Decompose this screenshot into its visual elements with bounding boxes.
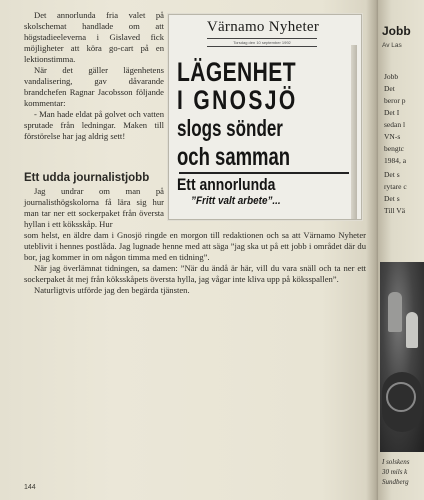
right-text-line: beror p bbox=[384, 96, 406, 105]
clipping-subhead: Ett annorlunda bbox=[177, 175, 276, 194]
clipping-headline-line: LÄGENHET bbox=[177, 57, 296, 87]
right-text-line: Till Vä bbox=[384, 206, 406, 215]
photo-caption-line: 30 mils k bbox=[382, 468, 408, 476]
paragraph: Det annorlunda fria valet på skolschemat handlade om att högstadieeleverna i Gislaved fick möjligheter att köra go-cart på en lektionstimma. bbox=[24, 10, 164, 64]
photo-figure bbox=[406, 312, 418, 348]
photo-wheel bbox=[386, 382, 416, 412]
paragraph: som helst, en äldre dam i Gnosjö ringde en morgon till redaktionen och sa att Värnamo Nyheter uteblivit i hennes postlåda. Jag lugnade henne med att säga ”jag ska ut på ett jobb i området där du bor, jag kommer in om någon timma med en tidning”. bbox=[24, 230, 366, 262]
right-page-photo bbox=[380, 262, 424, 452]
right-text-line: Jobb bbox=[384, 72, 399, 81]
clipping-rule bbox=[179, 172, 349, 174]
section-body-full bbox=[24, 230, 366, 296]
paragraph: Jag undrar om man på journalisthögskolorna få lära sig hur man tar ner ett sockerpaket från översta hyllan i ett köksskåp. Hur bbox=[24, 186, 164, 229]
right-text-line: Det s bbox=[384, 194, 400, 203]
right-page bbox=[378, 0, 424, 500]
clipping-headline-line: och samman bbox=[177, 143, 291, 171]
clipping-masthead: Värnamo Nyheter bbox=[206, 19, 320, 35]
right-text-line: VN-s bbox=[384, 132, 401, 141]
page-number: 144 bbox=[24, 484, 36, 491]
section-body-narrow bbox=[24, 186, 164, 230]
right-text-line: rytare c bbox=[384, 182, 407, 191]
paragraph: Naturligtvis utförde jag den begärda tjänsten. bbox=[34, 285, 190, 295]
paragraph: När det gäller lägenhetens vandalisering, gav dåvarande brandchefen Ragnar Jacobsson följande kommentar: bbox=[24, 65, 164, 108]
clipping-fold bbox=[351, 45, 357, 220]
right-text-line: Det s bbox=[384, 170, 400, 179]
intro-column bbox=[24, 10, 164, 142]
clipping-headline-line: I GNOSJÖ bbox=[177, 85, 298, 115]
paragraph: - Man hade eldat på golvet och vatten sprutade från ledningar. Maken till förstörelse har jag aldrig sett! bbox=[24, 109, 164, 141]
right-page-byline: Av Las bbox=[382, 42, 402, 49]
right-text-line: sedan l bbox=[384, 120, 406, 129]
clipping-dateline: Torsdag den 10 september 1992 bbox=[207, 38, 317, 47]
photo-figure bbox=[388, 292, 402, 332]
section-heading: Ett udda journalistjobb bbox=[24, 172, 150, 184]
clipping-headline-line: slogs sönder bbox=[177, 115, 283, 141]
right-text-line: bengtc bbox=[384, 144, 404, 153]
photo-caption-line: I solskens bbox=[382, 458, 410, 466]
right-text-line: Det bbox=[384, 84, 395, 93]
photo-caption-line: Sundberg bbox=[382, 478, 409, 486]
newspaper-clipping bbox=[168, 14, 362, 220]
paragraph: När jag överlämnat tidningen, sa damen: ”När du ändå är här, vill du vara snäll och ta ner ett sockerpaket åt mej från köksskåpets översta hylla, jag vågar inte kliva upp på köksspallen”. bbox=[24, 263, 366, 284]
right-text-line: 1984, a bbox=[384, 156, 407, 165]
right-page-heading: Jobb bbox=[382, 24, 411, 38]
clipping-subhead-quote: ”Fritt valt arbete”... bbox=[191, 195, 281, 207]
right-text-line: Det I bbox=[384, 108, 400, 117]
